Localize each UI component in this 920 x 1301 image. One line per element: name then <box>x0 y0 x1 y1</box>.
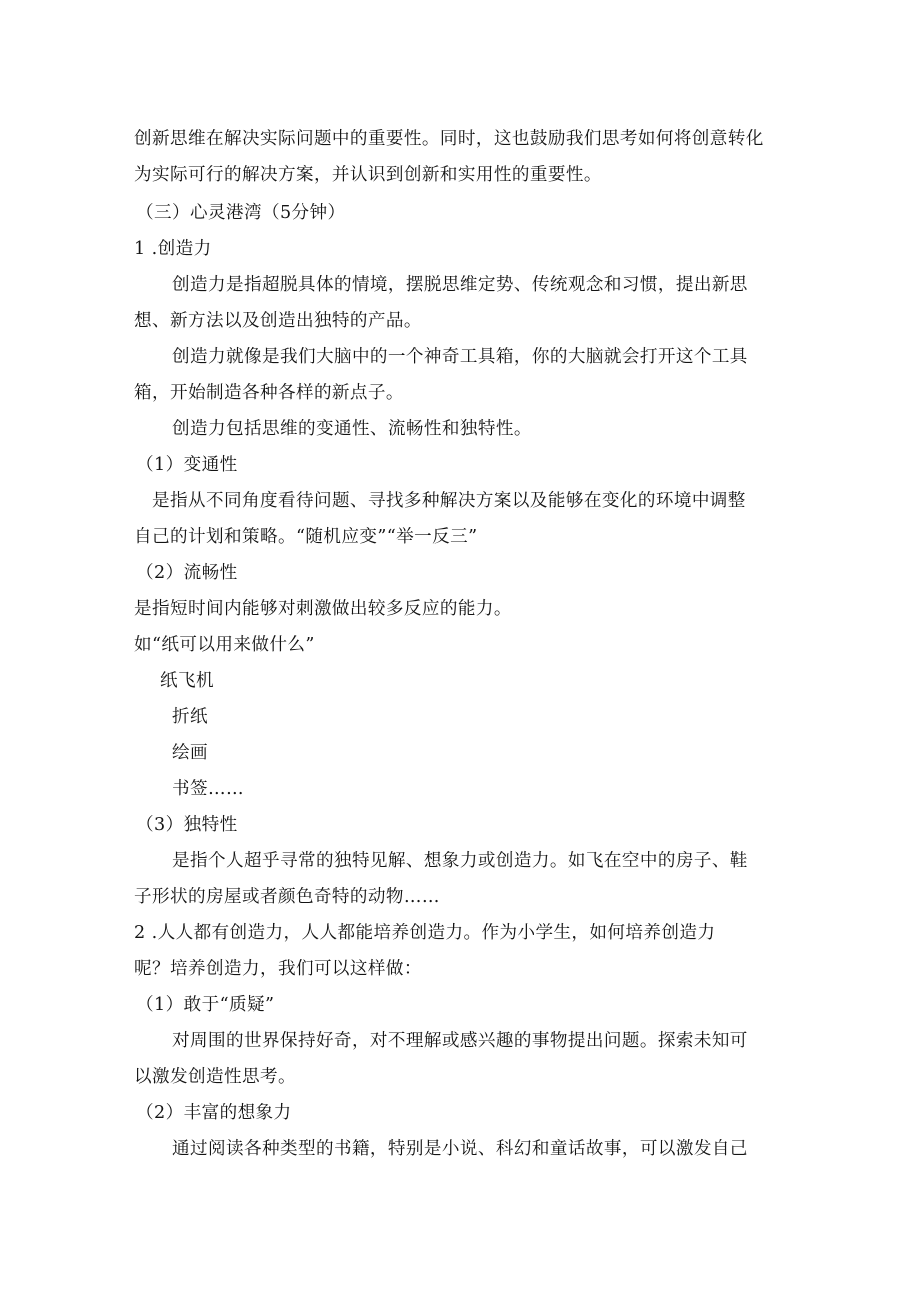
subheading: 1 .创造力 <box>134 239 212 259</box>
list-item: 纸飞机 <box>160 671 214 691</box>
subheading: （3）独特性 <box>136 815 238 835</box>
paragraph-line: 对周围的世界保持好奇，对不理解或感兴趣的事物提出问题。探索未知可 <box>172 1031 748 1051</box>
paragraph-line: 创新思维在解决实际问题中的重要性。同时，这也鼓励我们思考如何将创意转化 <box>134 129 764 149</box>
paragraph-line: 是指个人超乎寻常的独特见解、想象力或创造力。如飞在空中的房子、鞋 <box>172 851 748 871</box>
subheading: 2 .人人都有创造力，人人都能培养创造力。作为小学生，如何培养创造力 <box>134 923 716 943</box>
paragraph-line: 自己的计划和策略。“随机应变”“举一反三” <box>134 527 478 547</box>
paragraph-line: 如“纸可以用来做什么” <box>134 635 315 655</box>
paragraph-line: 箱，开始制造各种各样的新点子。 <box>134 383 404 403</box>
list-item: 书签…… <box>172 779 244 799</box>
subheading: （1）变通性 <box>136 455 238 475</box>
paragraph-line: 呢？培养创造力，我们可以这样做： <box>134 959 422 979</box>
subheading: （1）敢于“质疑” <box>136 995 275 1015</box>
paragraph-line: 通过阅读各种类型的书籍，特别是小说、科幻和童话故事，可以激发自己 <box>172 1139 748 1159</box>
paragraph-line: 是指短时间内能够对刺激做出较多反应的能力。 <box>134 599 512 619</box>
paragraph-line: 子形状的房屋或者颜色奇特的动物…… <box>134 887 440 907</box>
section-heading: （三）心灵港湾（5分钟） <box>136 203 346 223</box>
list-item: 折纸 <box>172 707 208 727</box>
paragraph-line: 以激发创造性思考。 <box>134 1067 296 1087</box>
paragraph-line: 为实际可行的解决方案，并认识到创新和实用性的重要性。 <box>134 165 602 185</box>
list-item: 绘画 <box>172 743 208 763</box>
paragraph-line: 想、新方法以及创造出独特的产品。 <box>134 311 422 331</box>
paragraph-line: 创造力包括思维的变通性、流畅性和独特性。 <box>172 419 532 439</box>
paragraph-line: 是指从不同角度看待问题、寻找多种解决方案以及能够在变化的环境中调整 <box>152 491 746 511</box>
subheading: （2）流畅性 <box>136 563 238 583</box>
subheading: （2）丰富的想象力 <box>136 1103 292 1123</box>
paragraph-line: 创造力就像是我们大脑中的一个神奇工具箱，你的大脑就会打开这个工具 <box>172 347 748 367</box>
paragraph-line: 创造力是指超脱具体的情境，摆脱思维定势、传统观念和习惯，提出新思 <box>172 275 748 295</box>
